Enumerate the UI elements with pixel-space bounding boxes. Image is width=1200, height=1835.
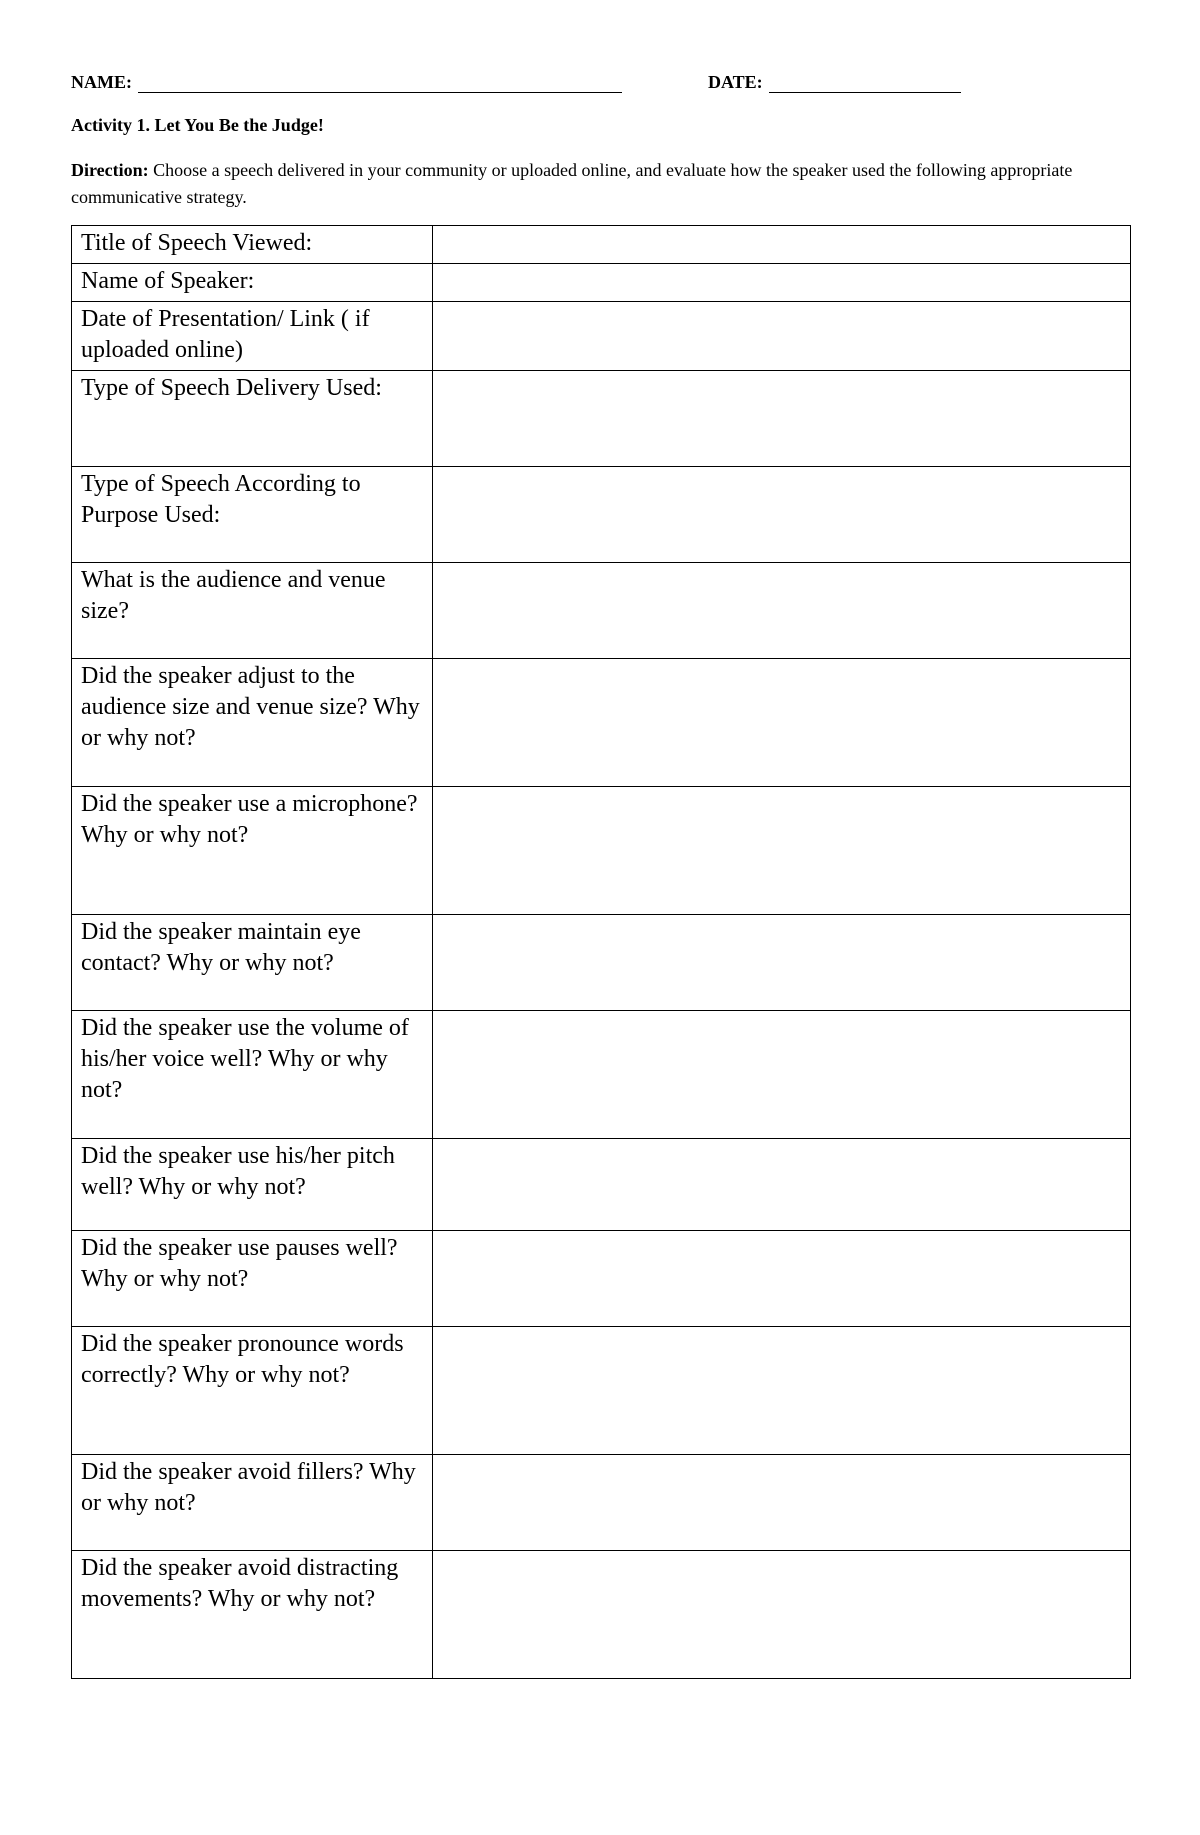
table-row: [72, 1551, 1131, 1679]
answer-cell[interactable]: [433, 1011, 1131, 1139]
table-row: [72, 264, 1131, 302]
table-row: [72, 1011, 1131, 1139]
question-cell: Did the speaker avoid fillers? Why or why not?: [72, 1455, 433, 1551]
answer-cell[interactable]: [433, 915, 1131, 1011]
question-cell: Did the speaker use pauses well? Why or why not?: [72, 1231, 433, 1327]
answer-cell[interactable]: [433, 302, 1131, 371]
answer-cell[interactable]: [433, 1551, 1131, 1679]
question-cell: Did the speaker maintain eye contact? Why or why not?: [72, 915, 433, 1011]
table-row: [72, 563, 1131, 659]
table-row: [72, 915, 1131, 1011]
answer-cell[interactable]: [433, 264, 1131, 302]
question-cell: Type of Speech Delivery Used:: [72, 371, 433, 467]
activity-title: Activity 1. Let You Be the Judge!: [71, 115, 324, 135]
name-blank-line[interactable]: [138, 74, 622, 93]
table-row: [72, 659, 1131, 787]
date-blank-line[interactable]: [769, 74, 961, 93]
table-row: [72, 1231, 1131, 1327]
direction-label: Direction:: [71, 160, 149, 180]
table-row: [72, 226, 1131, 264]
table-row: [72, 1455, 1131, 1551]
question-cell: Did the speaker adjust to the audience size and venue size? Why or why not?: [72, 659, 433, 787]
direction-paragraph: [71, 157, 1131, 211]
table-row: [72, 1327, 1131, 1455]
answer-cell[interactable]: [433, 371, 1131, 467]
answer-cell[interactable]: [433, 226, 1131, 264]
answer-cell[interactable]: [433, 563, 1131, 659]
question-cell: Name of Speaker:: [72, 264, 433, 302]
question-cell: What is the audience and venue size?: [72, 563, 433, 659]
question-cell: Did the speaker use the volume of his/her voice well? Why or why not?: [72, 1011, 433, 1139]
answer-cell[interactable]: [433, 659, 1131, 787]
table-row: [72, 1139, 1131, 1231]
answer-cell[interactable]: [433, 1327, 1131, 1455]
direction-text: Choose a speech delivered in your community or uploaded online, and evaluate how the speaker used the following appropriate communicative strategy.: [71, 160, 1073, 207]
question-cell: Type of Speech According to Purpose Used:: [72, 467, 433, 563]
answer-cell[interactable]: [433, 467, 1131, 563]
table-row: [72, 787, 1131, 915]
evaluation-table: [71, 225, 1131, 1679]
question-cell: Did the speaker avoid distracting movements? Why or why not?: [72, 1551, 433, 1679]
question-cell: Title of Speech Viewed:: [72, 226, 433, 264]
name-label: NAME:: [71, 72, 132, 92]
table-row: [72, 371, 1131, 467]
answer-cell[interactable]: [433, 1139, 1131, 1231]
table-row: [72, 302, 1131, 371]
header-fields: [71, 72, 1131, 98]
name-field[interactable]: [71, 72, 622, 93]
date-label: DATE:: [708, 72, 763, 92]
question-cell: Did the speaker use his/her pitch well? Why or why not?: [72, 1139, 433, 1231]
answer-cell[interactable]: [433, 787, 1131, 915]
answer-cell[interactable]: [433, 1231, 1131, 1327]
answer-cell[interactable]: [433, 1455, 1131, 1551]
question-cell: Did the speaker use a microphone? Why or why not?: [72, 787, 433, 915]
question-cell: Date of Presentation/ Link ( if uploaded online): [72, 302, 433, 371]
question-cell: Did the speaker pronounce words correctly? Why or why not?: [72, 1327, 433, 1455]
table-row: [72, 467, 1131, 563]
date-field[interactable]: [708, 72, 961, 93]
